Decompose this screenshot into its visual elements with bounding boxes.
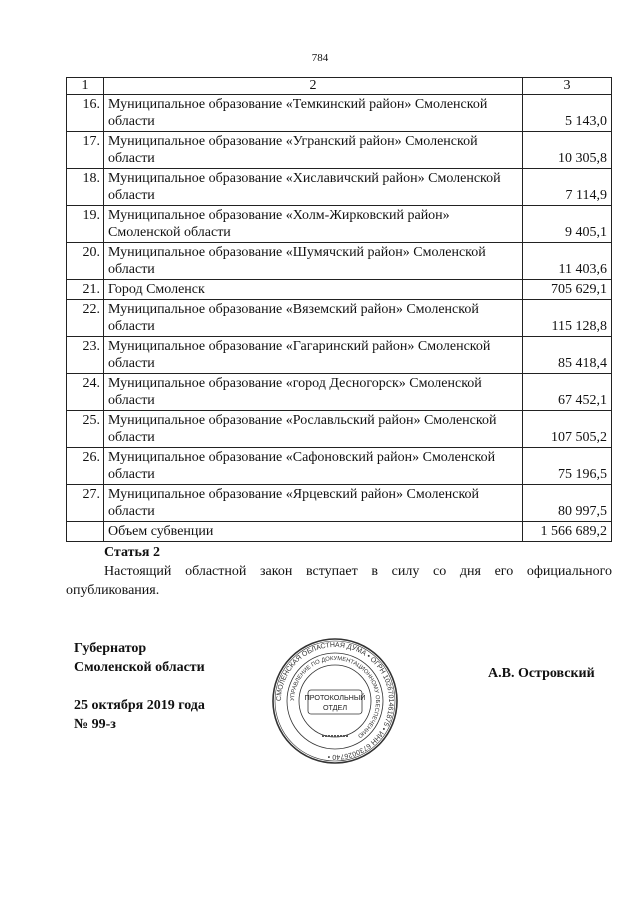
table-row (67, 280, 612, 300)
table-total-row (67, 522, 612, 542)
law-date-block (74, 696, 205, 734)
signatory-name: А.В. Островский (488, 666, 595, 681)
law-number: № 99-з (74, 717, 116, 732)
row-number: 23. (67, 337, 104, 374)
row-value: 1 566 689,2 (523, 522, 612, 542)
stamp-inner-text: УПРАВЛЕНИЕ ПО ДОКУМЕНТАЦИОННОМУ ОБЕСПЕЧЕНИЮ (289, 655, 381, 739)
page-number: 784 (311, 52, 329, 64)
row-municipality: Объем субвенции (104, 522, 523, 542)
row-municipality: Муниципальное образование «Сафоновский район» Смоленской области (104, 448, 523, 485)
table-row (67, 411, 612, 448)
row-value: 705 629,1 (523, 280, 612, 300)
row-number: 18. (67, 169, 104, 206)
row-municipality: Муниципальное образование «Шумячский район» Смоленской области (104, 243, 523, 280)
row-value: 67 452,1 (523, 374, 612, 411)
table-header-row (67, 78, 612, 95)
row-municipality: Муниципальное образование «Гагаринский район» Смоленской области (104, 337, 523, 374)
row-value: 9 405,1 (523, 206, 612, 243)
row-number: 21. (67, 280, 104, 300)
table-row (67, 169, 612, 206)
row-municipality: Муниципальное образование «Темкинский район» Смоленской области (104, 95, 523, 132)
row-value: 115 128,8 (523, 300, 612, 337)
stamp-center-line2: ОТДЕЛ (322, 703, 348, 712)
row-number: 17. (67, 132, 104, 169)
signatory-title-line1: Губернатор (74, 641, 147, 656)
table-row (67, 132, 612, 169)
row-number: 19. (67, 206, 104, 243)
article-body (66, 562, 612, 600)
header-col-3: 3 (523, 78, 612, 95)
row-number: 26. (67, 448, 104, 485)
row-number: 20. (67, 243, 104, 280)
row-number: 25. (67, 411, 104, 448)
signatory-title (74, 639, 205, 677)
row-value: 7 114,9 (523, 169, 612, 206)
row-municipality: Город Смоленск (104, 280, 523, 300)
row-municipality: Муниципальное образование «Рославльский район» Смоленской области (104, 411, 523, 448)
law-date: 25 октября 2019 года (74, 698, 205, 713)
row-number: 16. (67, 95, 104, 132)
row-municipality: Муниципальное образование «Вяземский район» Смоленской области (104, 300, 523, 337)
row-municipality: Муниципальное образование «Хиславичский район» Смоленской области (104, 169, 523, 206)
row-value: 75 196,5 (523, 448, 612, 485)
row-value: 85 418,4 (523, 337, 612, 374)
row-value: 107 505,2 (523, 411, 612, 448)
signatory-title-line2: Смоленской области (74, 660, 205, 675)
table-row (67, 243, 612, 280)
table-row (67, 374, 612, 411)
header-col-1: 1 (67, 78, 104, 95)
row-number: 27. (67, 485, 104, 522)
row-number: 22. (67, 300, 104, 337)
article-heading: Статья 2 (104, 545, 160, 560)
table-row (67, 337, 612, 374)
table-row (67, 206, 612, 243)
row-municipality: Муниципальное образование «Ярцевский район» Смоленской области (104, 485, 523, 522)
article-body-text: Настоящий областной закон вступает в силу со дня его официального опубликования. (66, 564, 612, 598)
row-value: 80 997,5 (523, 485, 612, 522)
stamp-outer-text: СМОЛЕНСКАЯ ОБЛАСТНАЯ ДУМА • ОГРН 1026701461875 • ИНН 6730026740 • (275, 641, 395, 761)
row-number: 24. (67, 374, 104, 411)
row-municipality: Муниципальное образование «Угранский район» Смоленской области (104, 132, 523, 169)
subvention-table (66, 77, 612, 542)
stamp-center-line1: ПРОТОКОЛЬНЫЙ (304, 693, 366, 702)
header-col-2: 2 (104, 78, 523, 95)
table-row (67, 95, 612, 132)
row-value: 5 143,0 (523, 95, 612, 132)
row-number (67, 522, 104, 542)
table-row (67, 300, 612, 337)
row-municipality: Муниципальное образование «город Десногорск» Смоленской области (104, 374, 523, 411)
row-value: 10 305,8 (523, 132, 612, 169)
table-row (67, 448, 612, 485)
row-value: 11 403,6 (523, 243, 612, 280)
official-stamp (270, 636, 400, 766)
table-row (67, 485, 612, 522)
row-municipality: Муниципальное образование «Холм-Жирковский район» Смоленской области (104, 206, 523, 243)
